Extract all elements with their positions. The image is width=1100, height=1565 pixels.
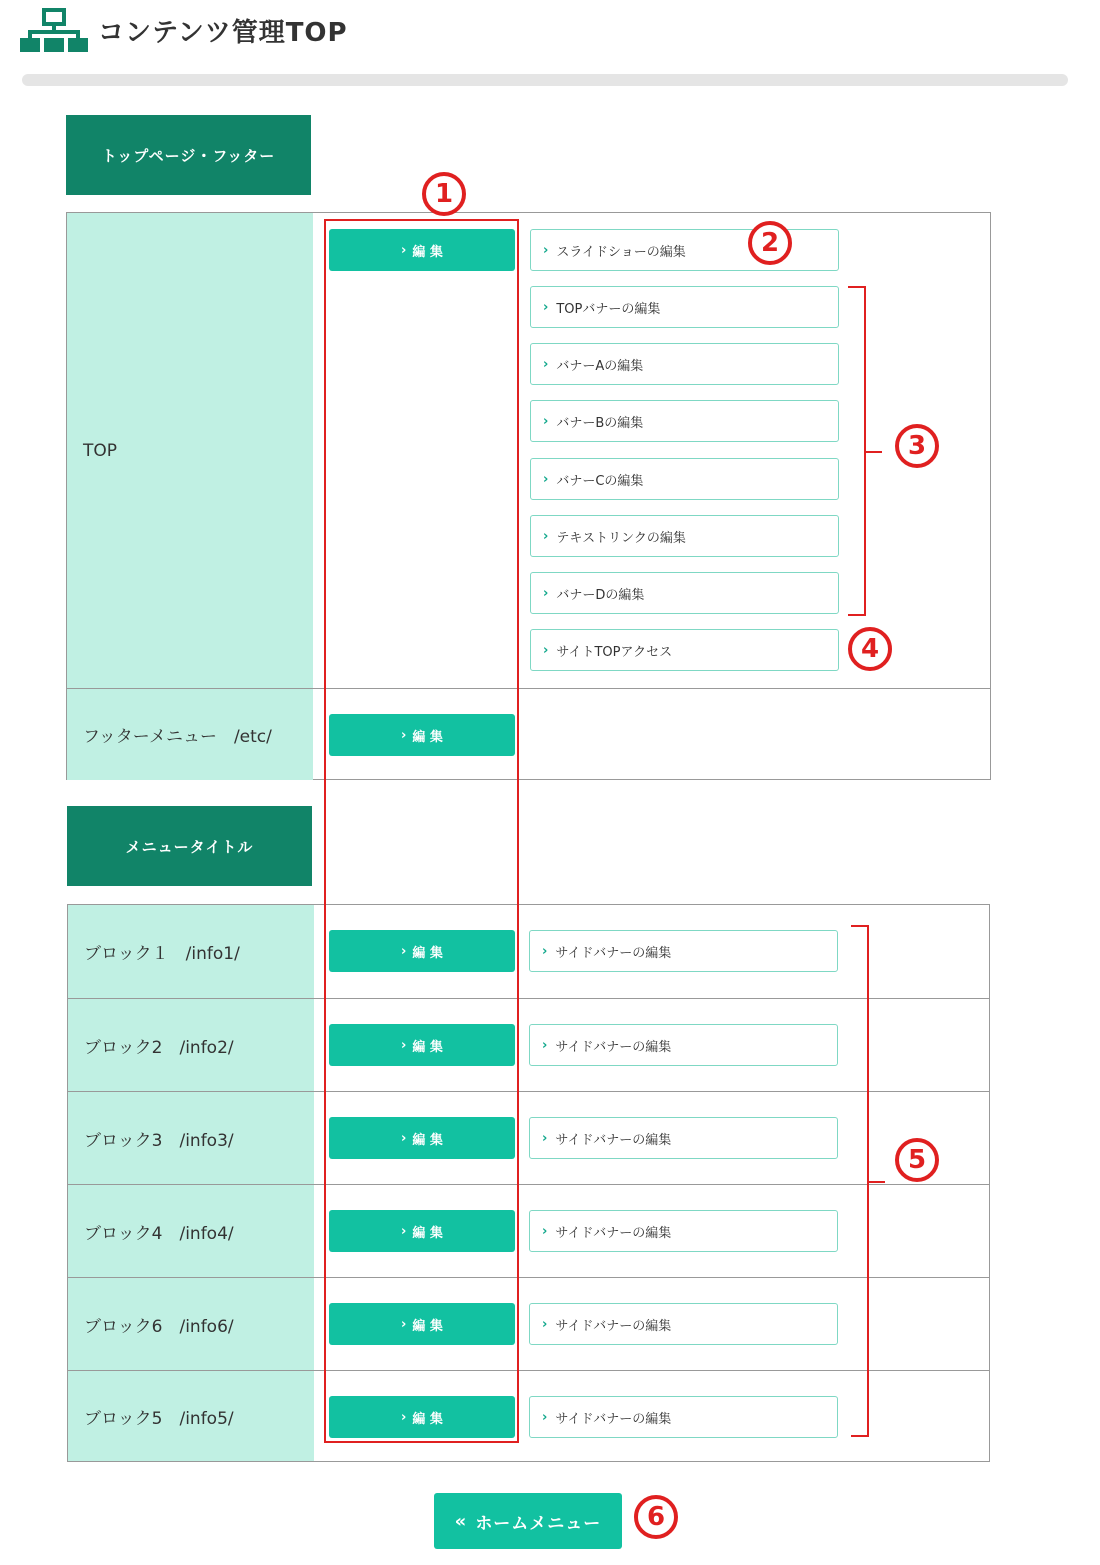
chevron-right-icon: ›: [543, 413, 549, 429]
annotation-bracket-banners: [848, 286, 866, 616]
sub-button-label: サイドバナーの編集: [555, 1039, 672, 1055]
sub-button-label: TOPバナーの編集: [556, 301, 661, 317]
chevron-right-icon: ›: [401, 727, 407, 743]
sub-button-label: テキストリンクの編集: [556, 530, 686, 546]
sub-button-label: バナーAの編集: [556, 358, 644, 374]
row-label: ブロック１ /info1/: [68, 905, 314, 998]
row-label-footer: フッターメニュー /etc/: [67, 689, 313, 780]
row-label: ブロック3 /info3/: [68, 1092, 314, 1184]
edit-button-label: 編 集: [412, 729, 443, 745]
chevron-right-icon: ›: [401, 1409, 407, 1425]
chevron-right-icon: ›: [542, 1316, 548, 1332]
banner-c-edit-button[interactable]: [530, 458, 839, 500]
chevron-right-icon: ›: [543, 585, 549, 601]
chevron-right-icon: ›: [401, 242, 407, 258]
annotation-number-3: 3: [895, 424, 939, 468]
banner-b-edit-button[interactable]: [530, 400, 839, 442]
chevron-right-icon: ›: [542, 1223, 548, 1239]
annotation-bracket-side-banners: [851, 925, 869, 1437]
sub-button-label: サイドバナーの編集: [555, 1132, 672, 1148]
chevron-right-icon: ›: [543, 299, 549, 315]
chevron-right-icon: ›: [543, 356, 549, 372]
home-menu-button[interactable]: [434, 1493, 622, 1549]
header-divider: [22, 74, 1068, 86]
edit-button-label: 編 集: [412, 945, 443, 961]
double-chevron-left-icon: «: [454, 1510, 468, 1532]
annotation-number-1: 1: [422, 172, 466, 216]
chevron-right-icon: ›: [543, 642, 549, 658]
table-row-footer: [67, 688, 990, 780]
page-title: コンテンツ管理TOP: [98, 17, 348, 48]
edit-button-label: 編 集: [412, 244, 443, 260]
banner-d-edit-button[interactable]: [530, 572, 839, 614]
banner-a-edit-button[interactable]: [530, 343, 839, 385]
slideshow-edit-button[interactable]: [530, 229, 839, 271]
chevron-right-icon: ›: [543, 471, 549, 487]
chevron-right-icon: ›: [542, 1130, 548, 1146]
edit-button-label: 編 集: [412, 1039, 443, 1055]
side-banner-edit-button[interactable]: [529, 930, 838, 972]
chevron-right-icon: ›: [401, 1316, 407, 1332]
edit-button-label: 編 集: [412, 1411, 443, 1427]
annotation-number-6: 6: [634, 1495, 678, 1539]
sub-button-label: スライドショーの編集: [556, 244, 686, 260]
sub-button-label: バナーBの編集: [556, 415, 644, 431]
sub-button-label: バナーDの編集: [556, 587, 645, 603]
page-header: [20, 0, 348, 60]
chevron-right-icon: ›: [542, 1037, 548, 1053]
home-menu-label: ホームメニュー: [475, 1513, 602, 1534]
annotation-number-5: 5: [895, 1138, 939, 1182]
row-label: ブロック2 /info2/: [68, 999, 314, 1091]
side-banner-edit-button[interactable]: [529, 1210, 838, 1252]
chevron-right-icon: ›: [401, 943, 407, 959]
chevron-right-icon: ›: [542, 943, 548, 959]
chevron-right-icon: ›: [401, 1037, 407, 1053]
section-heading-top-footer: トップページ・フッター: [66, 115, 311, 195]
site-top-access-button[interactable]: [530, 629, 839, 671]
row-label: ブロック5 /info5/: [68, 1371, 314, 1461]
edit-button-label: 編 集: [412, 1132, 443, 1148]
bracket-tick: [867, 1181, 885, 1183]
annotation-number-2: 2: [748, 221, 792, 265]
chevron-right-icon: ›: [543, 528, 549, 544]
side-banner-edit-button[interactable]: [529, 1396, 838, 1438]
row-label: ブロック6 /info6/: [68, 1278, 314, 1370]
side-banner-edit-button[interactable]: [529, 1117, 838, 1159]
edit-button-label: 編 集: [412, 1225, 443, 1241]
text-link-edit-button[interactable]: [530, 515, 839, 557]
sub-button-label: サイドバナーの編集: [555, 1411, 672, 1427]
sub-button-label: サイドバナーの編集: [555, 1318, 672, 1334]
row-label-top: TOP: [67, 213, 313, 688]
chevron-right-icon: ›: [543, 242, 549, 258]
bracket-tick: [864, 451, 882, 453]
sitemap-icon: [20, 8, 88, 52]
sub-button-label: バナーCの編集: [556, 473, 644, 489]
sub-button-label: サイトTOPアクセス: [556, 644, 673, 660]
annotation-number-4: 4: [848, 627, 892, 671]
sub-button-label: サイドバナーの編集: [555, 1225, 672, 1241]
row-label: ブロック4 /info4/: [68, 1185, 314, 1277]
chevron-right-icon: ›: [401, 1130, 407, 1146]
side-banner-edit-button[interactable]: [529, 1024, 838, 1066]
chevron-right-icon: ›: [401, 1223, 407, 1239]
chevron-right-icon: ›: [542, 1409, 548, 1425]
sub-button-label: サイドバナーの編集: [555, 945, 672, 961]
edit-button-label: 編 集: [412, 1318, 443, 1334]
annotation-edit-column-box: [324, 219, 519, 1443]
side-banner-edit-button[interactable]: [529, 1303, 838, 1345]
top-banner-edit-button[interactable]: [530, 286, 839, 328]
section-heading-menu-title: メニュータイトル: [67, 806, 312, 886]
